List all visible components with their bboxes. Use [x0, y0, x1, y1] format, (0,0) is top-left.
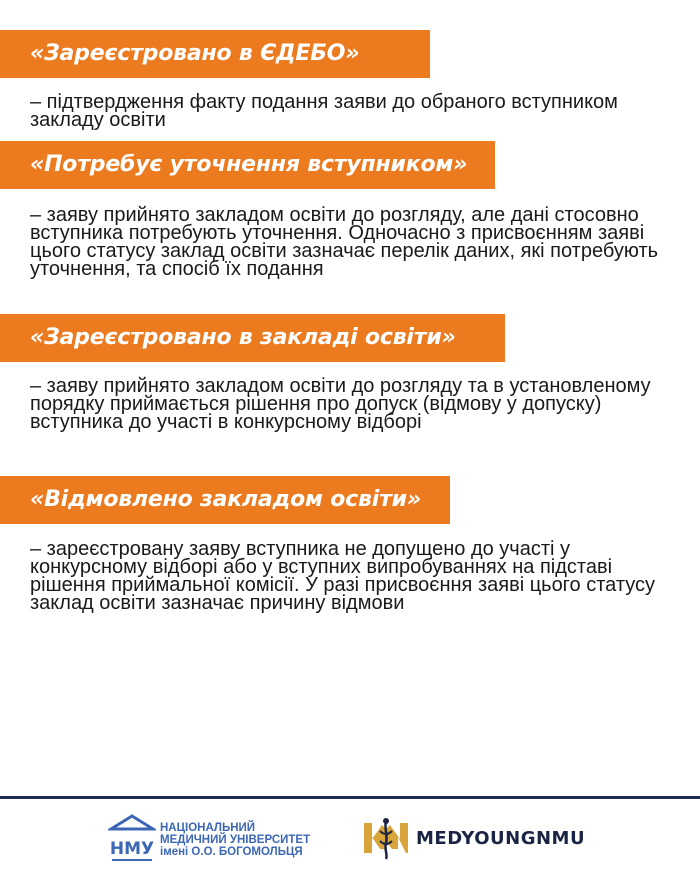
status-description-registered-edebo: – підтвердження факту подання заяви до обраного вступником закладу освіти: [30, 91, 618, 131]
medyoung-emblem-icon: [360, 815, 412, 861]
university-name: [160, 822, 310, 858]
medyoungnmu-logo: [360, 815, 585, 861]
status-title-rejected: «Відмовлено закладом освіти»: [0, 476, 450, 524]
status-description-needs-clarification: – заяву прийнято закладом освіти до розгляду, але дані стосовно вступника потребують уточнення. Одночасно з присвоєнням заяві цього статусу заклад освіти зазначає перелік даних, які потребують уточнення, та спосіб їх подання: [30, 204, 659, 280]
status-description-registered-institution: – заяву прийнято закладом освіти до розгляду та в установленому порядку приймається рішення про допуск (відмову у допуску) вступника до участі в конкурсному відборі: [30, 375, 651, 433]
footer-divider: [0, 796, 700, 799]
status-title-needs-clarification: «Потребує уточнення вступником»: [0, 141, 495, 189]
university-name-line2: МЕДИЧНИЙ УНІВЕРСИТЕТ: [160, 834, 311, 846]
university-logo: [108, 812, 368, 862]
status-description-rejected: – зареєстровану заяву вступника не допущено до участі у конкурсному відборі або у вступних випробуваннях на підставі рішення приймальної комісії. У разі присвоєння заяві цього статусу заклад освіти зазначає причину відмови: [30, 538, 655, 614]
status-title-registered-institution: «Зареєстровано в закладі освіти»: [0, 314, 505, 362]
university-emblem-abbr: НМУ: [109, 839, 155, 859]
university-emblem-icon: [108, 812, 156, 862]
status-title-registered-edebo: «Зареєстровано в ЄДЕБО»: [0, 30, 430, 78]
university-name-line3: імені О.О. БОГОМОЛЬЦЯ: [160, 846, 303, 858]
medyoungnmu-text: MEDYOUNGNMU: [416, 827, 586, 849]
university-name-line1: НАЦІОНАЛЬНИЙ: [160, 822, 256, 834]
